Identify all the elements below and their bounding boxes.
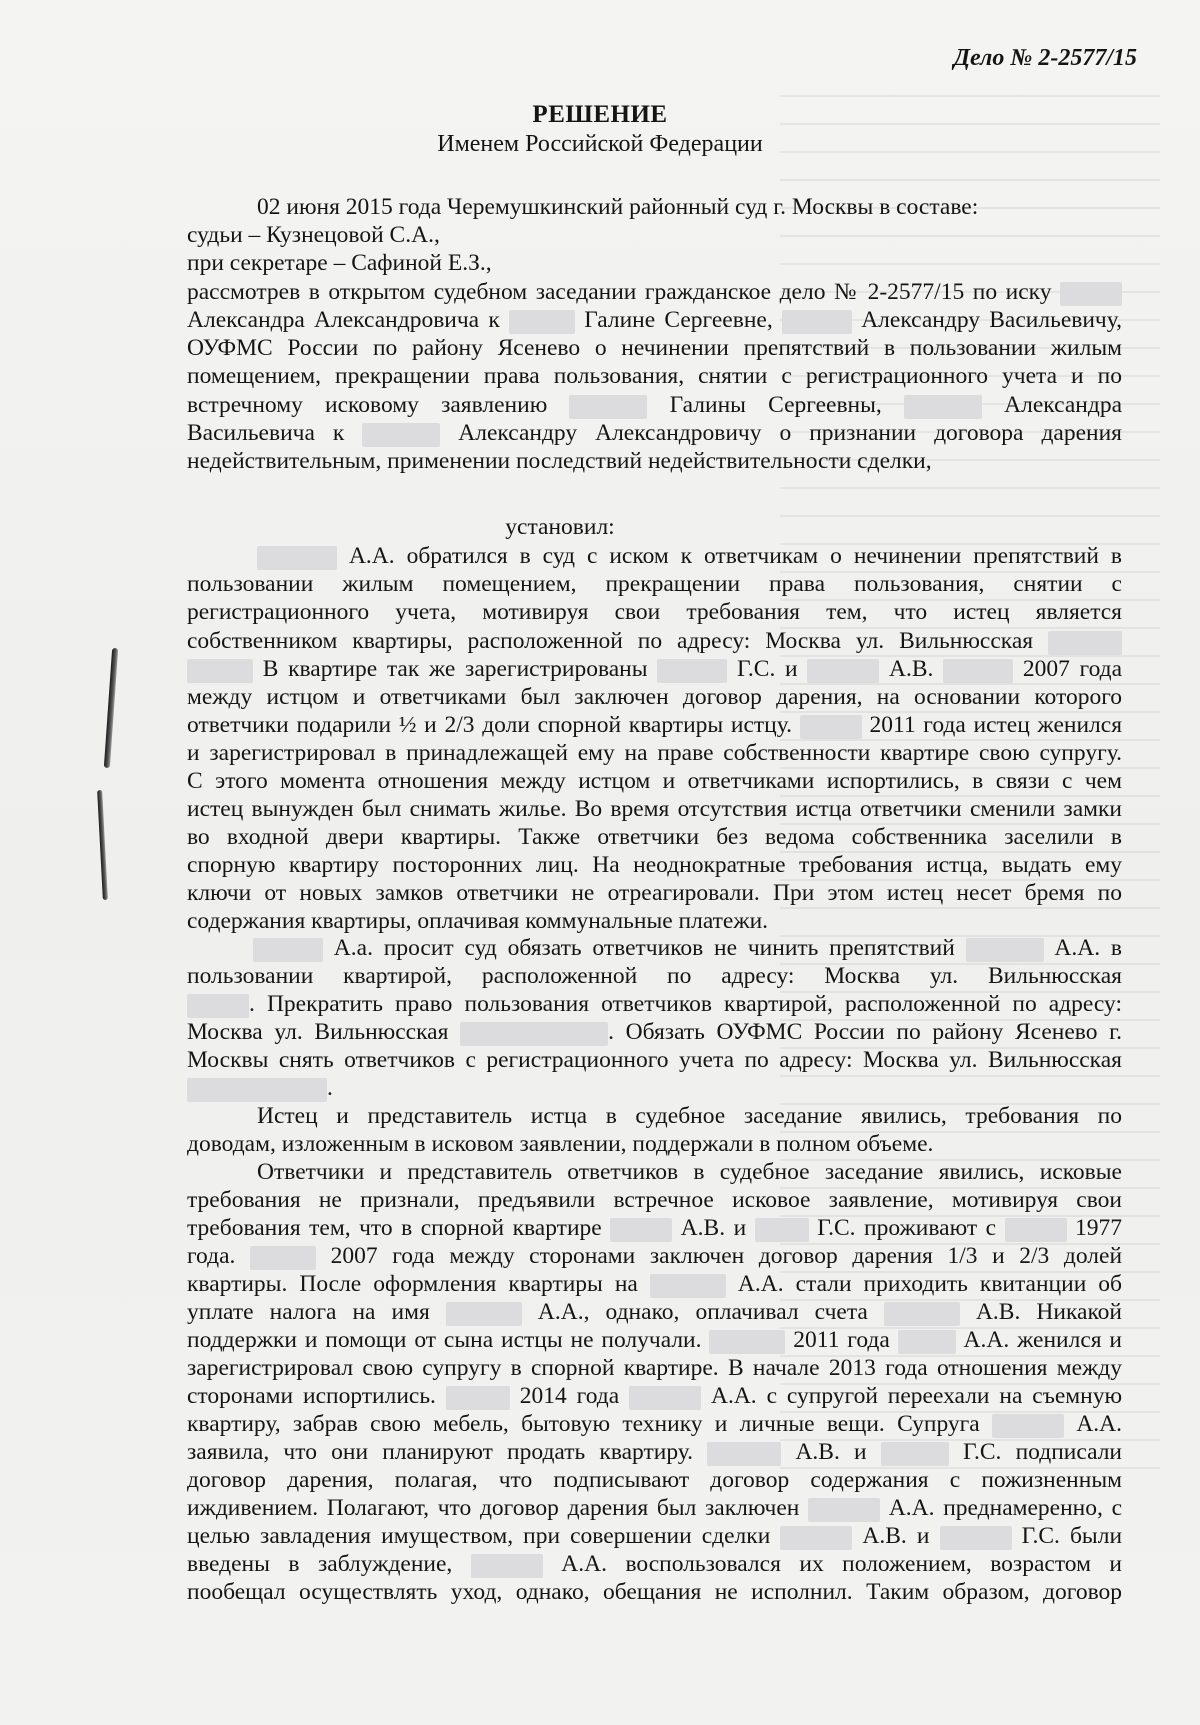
redacted-name xyxy=(884,1302,960,1326)
text-line: поддержки и помощи от сына истцы не получали. 2011 года А.А. женился и xyxy=(187,1327,1123,1353)
redacted-address xyxy=(187,994,249,1018)
text-line: требования не признали, предъявили встречное исковое заявление, мотивируя свои xyxy=(187,1187,1122,1213)
page-fold-mark xyxy=(104,648,118,768)
text-line: . Прекратить право пользования ответчиков квартирой, расположенной по адресу: xyxy=(187,991,1122,1018)
text-line: регистрационного учета, мотивируя свои требования тем, что истец является xyxy=(187,599,1122,625)
redacted-name xyxy=(629,1386,701,1410)
redacted-name xyxy=(881,1442,949,1466)
text-line: Ответчики и представитель ответчиков в судебное заседание явились, исковые xyxy=(257,1159,1122,1185)
text-line: Александра Александровича к Галине Сергеевне, Александру Васильевичу, xyxy=(187,307,1123,333)
redacted-name xyxy=(807,659,879,683)
text-line: договор дарения, полагая, что подписывают договор содержания с пожизненным xyxy=(187,1467,1122,1493)
redacted-name xyxy=(1060,282,1122,306)
redacted-name xyxy=(707,1442,781,1466)
redacted-name xyxy=(898,1330,956,1354)
text-line: квартиру, забрав свою мебель, бытовую технику и личные вещи. Супруга А.А. xyxy=(187,1411,1123,1437)
redacted-name xyxy=(362,423,440,447)
redacted-date xyxy=(943,659,1013,683)
text-line: истец вынужден был снимать жилье. Во время отсутствия истца ответчики сменили замки xyxy=(187,796,1122,822)
text-line: рассмотрев в открытом судебном заседании гражданское дело № 2-2577/15 по иску xyxy=(187,279,1122,306)
text-line: Москвы снять ответчиков с регистрационного учета по адресу: Москва ул. Вильнюсская xyxy=(187,1047,1122,1073)
text-line: спорную квартиру посторонних лиц. На неоднократные требования истца, выдать ему xyxy=(187,852,1122,878)
text-line: квартиры. После оформления квартиры на А.А. стали приходить квитанции об xyxy=(187,1271,1122,1297)
redacted-name xyxy=(755,1218,809,1242)
text-line: во входной двери квартиры. Также ответчики без ведома собственника заселили в xyxy=(187,824,1122,850)
redacted-date xyxy=(800,715,862,739)
case-number: Дело № 2-2577/15 xyxy=(953,45,1137,71)
text-line: 02 июня 2015 года Черемушкинский районный суд г. Москвы в составе: xyxy=(257,194,979,220)
text-line: ОУФМС России по району Ясенево о нечинении препятствий в пользовании жилым xyxy=(187,335,1122,361)
redacted-name xyxy=(780,1526,852,1550)
redacted-name xyxy=(940,1526,1012,1550)
text-line: пообещал осуществлять уход, однако, обещания не исполнил. Таким образом, договор xyxy=(187,1579,1122,1605)
text-line: С этого момента отношения между истцом и ответчиками испортились, в связи с чем xyxy=(187,768,1122,794)
text-line: зарегистрировал свою супругу в спорной квартире. В начале 2013 года отношения между xyxy=(187,1355,1122,1381)
text-line: Васильевича к Александру Александровичу о признании договора дарения xyxy=(187,420,1122,446)
redacted-date xyxy=(709,1330,785,1354)
text-line: и зарегистрировал в принадлежащей ему на праве собственности квартире свою супругу. xyxy=(187,740,1122,766)
text-line: уплате налога на имя А.А., однако, оплачивал счета А.В. Никакой xyxy=(187,1299,1122,1325)
redacted-name xyxy=(657,659,727,683)
text-line: при секретаре – Сафиной Е.З., xyxy=(187,250,492,276)
redacted-address xyxy=(187,659,253,683)
redacted-name xyxy=(253,938,323,962)
page-fold-mark xyxy=(97,790,108,900)
redacted-name xyxy=(257,546,337,570)
redacted-name xyxy=(509,310,575,334)
text-line: заявила, что они планируют продать квартиру. А.В. и Г.С. подписали xyxy=(187,1439,1123,1465)
established-heading: установил: xyxy=(505,514,615,540)
redacted-name xyxy=(569,395,647,419)
text-line: Москва ул. Вильнюсская . Обязать ОУФМС России по району Ясенево г. xyxy=(187,1019,1123,1045)
text-line: доводам, изложенным в исковом заявлении, поддержали в полном объеме. xyxy=(187,1131,934,1157)
text-line: недействительным, применении последствий недействительности сделки, xyxy=(187,448,932,474)
text-line: помещением, прекращении права пользования, снятии с регистрационного учета и по xyxy=(187,363,1122,389)
text-line: Истец и представитель истца в судебное заседание явились, требования по xyxy=(257,1103,1122,1129)
text-line: пользовании жилым помещением, прекращении права пользования, снятии с xyxy=(187,571,1122,597)
text-line: целью завладения имуществом, при совершении сделки А.В. и Г.С. были xyxy=(187,1523,1123,1549)
text-line: встречному исковому заявлению Галины Сергеевны, Александра xyxy=(187,392,1122,418)
document-subtitle: Именем Российской Федерации xyxy=(437,131,763,157)
text-line: А.А. обратился в суд с иском к ответчикам о нечинении препятствий в xyxy=(187,543,1122,570)
redacted-name xyxy=(446,1302,522,1326)
redacted-address xyxy=(460,1022,608,1046)
redacted-name xyxy=(782,310,852,334)
redacted-date xyxy=(446,1386,510,1410)
text-line: собственником квартиры, расположенной по адресу: Москва ул. Вильнюсская xyxy=(187,628,1122,655)
text-line: содержания квартиры, оплачивая коммунальные платежи. xyxy=(187,908,769,934)
redacted-name xyxy=(808,1498,880,1522)
text-line: А.а. просит суд обязать ответчиков не чинить препятствий А.А. в xyxy=(187,935,1122,962)
text-line: ответчики подарили ½ и 2/3 доли спорной квартиры истцу. 2011 года истец женился xyxy=(187,712,1123,738)
text-line: судьи – Кузнецовой С.А., xyxy=(187,222,440,248)
text-line: сторонами испортились. 2014 года А.А. с супругой переехали на съемную xyxy=(187,1383,1123,1409)
redacted-name xyxy=(992,1414,1064,1438)
text-line: года. 2007 года между сторонами заключен договор дарения 1/3 и 2/3 долей xyxy=(187,1243,1123,1269)
text-line: иждивением. Полагают, что договор дарения был заключен А.А. преднамеренно, с xyxy=(187,1495,1123,1521)
text-line: требования тем, что в спорной квартире А.В. и Г.С. проживают с 1977 xyxy=(187,1215,1123,1241)
redacted-address xyxy=(1048,631,1122,655)
text-line: . xyxy=(187,1075,1122,1102)
text-line: введены в заблуждение, А.А. воспользовался их положением, возрастом и xyxy=(187,1551,1123,1577)
redacted-date xyxy=(1005,1218,1067,1242)
redacted-date xyxy=(250,1246,316,1270)
redacted-name xyxy=(904,395,982,419)
text-line: В квартире так же зарегистрированы Г.С. и А.В. 2007 года xyxy=(187,656,1122,683)
text-line: пользовании квартирой, расположенной по адресу: Москва ул. Вильнюсская xyxy=(187,963,1122,989)
text-line: между истцом и ответчиками был заключен договор дарения, на основании которого xyxy=(187,684,1122,710)
redacted-name xyxy=(471,1554,543,1578)
text-line: ключи от новых замков ответчики не отреагировали. При этом истец несет бремя по xyxy=(187,880,1122,906)
redacted-name xyxy=(650,1274,726,1298)
redacted-name xyxy=(966,938,1044,962)
redacted-name xyxy=(610,1218,672,1242)
document-title: РЕШЕНИЕ xyxy=(532,101,668,128)
redacted-address xyxy=(187,1078,327,1102)
